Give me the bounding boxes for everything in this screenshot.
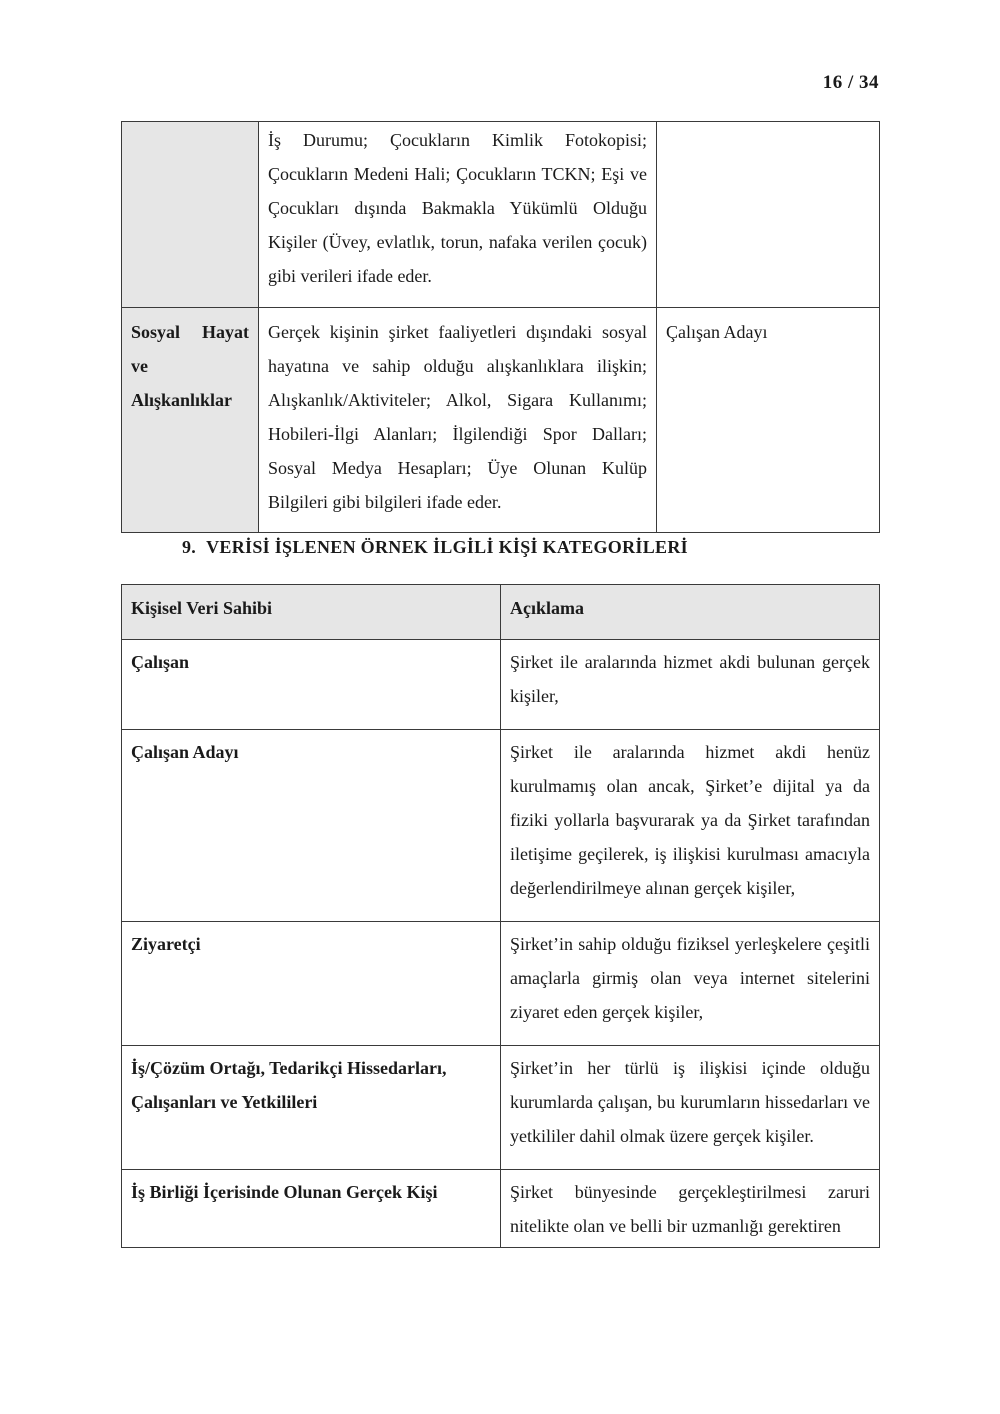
subject-name: İş Birliği İçerisinde Olunan Gerçek Kişi	[122, 1170, 501, 1248]
category-word: Sosyal	[131, 322, 181, 342]
data-subjects-table	[121, 584, 880, 1248]
subject-description: Şirket ile aralarında hizmet akdi henüz kurulmamış olan ancak, Şirket’e dijital ya da fiziki yollarla başvurarak ya da Şirket tarafından iletişime geçilerek, iş ilişkisi kurulması amacıyla değerlendirilmeye alınan gerçek kişiler,	[501, 730, 880, 922]
table-row	[122, 922, 880, 1046]
subject-name: Çalışan Adayı	[122, 730, 501, 922]
table-row	[122, 730, 880, 922]
category-word: Hayat	[202, 322, 249, 342]
subject-description: Şirket ile aralarında hizmet akdi bulunan gerçek kişiler,	[501, 640, 880, 730]
column-header: Açıklama	[501, 585, 880, 640]
category-name-cell	[122, 308, 259, 533]
table-row	[122, 1170, 880, 1248]
subject-description: Şirket’in sahip olduğu fiziksel yerleşkelere çeşitli amaçlarla girmiş olan veya internet sitelerini ziyaret eden gerçek kişiler,	[501, 922, 880, 1046]
category-description: Gerçek kişinin şirket faaliyetleri dışındaki sosyal hayatına ve sahip olduğu alışkanlıklara ilişkin; Alışkanlık/Aktiviteler; Alkol, Sigara Kullanımı; Hobileri-İlgi Alanları; İlgilendiği Spor Dalları; Sosyal Medya Hesapları; Üye Olunan Kulüp Bilgileri gibi bilgileri ifade eder.	[259, 308, 657, 533]
subject-description: Şirket bünyesinde gerçekleştirilmesi zaruri nitelikte olan ve belli bir uzmanlığı gerektiren	[501, 1170, 880, 1248]
section-heading	[182, 537, 688, 558]
category-word: Alışkanlıklar	[131, 390, 233, 410]
table-header-row	[122, 585, 880, 640]
personal-data-categories-table	[121, 121, 880, 533]
table-row	[122, 1046, 880, 1170]
table-row	[122, 122, 880, 308]
category-name-line	[131, 315, 249, 349]
subject-name: İş/Çözüm Ortağı, Tedarikçi Hissedarları, Çalışanları ve Yetkilileri	[122, 1046, 501, 1170]
category-description: İş Durumu; Çocukların Kimlik Fotokopisi; Çocukların Medeni Hali; Çocukların TCKN; Eşi ve Çocukları dışında Bakmakla Yükümlü Olduğu Kişiler (Üvey, evlatlık, torun, nafaka verilen çocuk) gibi verileri ifade eder.	[259, 122, 657, 308]
category-word: ve	[131, 356, 148, 376]
table-row	[122, 308, 880, 533]
subject-name: Çalışan	[122, 640, 501, 730]
section-title: VERİSİ İŞLENEN ÖRNEK İLGİLİ KİŞİ KATEGORİLERİ	[206, 537, 688, 557]
subject-name: Ziyaretçi	[122, 922, 501, 1046]
category-cell-continued	[122, 122, 259, 308]
subject-description: Şirket’in her türlü iş ilişkisi içinde olduğu kurumlarda çalışan, bu kurumların hissedarları ve yetkililer dahil olmak üzere gerçek kişiler.	[501, 1046, 880, 1170]
page-number: 16 / 34	[822, 72, 879, 93]
table-row	[122, 640, 880, 730]
section-number: 9.	[182, 537, 197, 557]
data-subject-cell	[657, 122, 880, 308]
data-subject-cell: Çalışan Adayı	[657, 308, 880, 533]
column-header: Kişisel Veri Sahibi	[122, 585, 501, 640]
